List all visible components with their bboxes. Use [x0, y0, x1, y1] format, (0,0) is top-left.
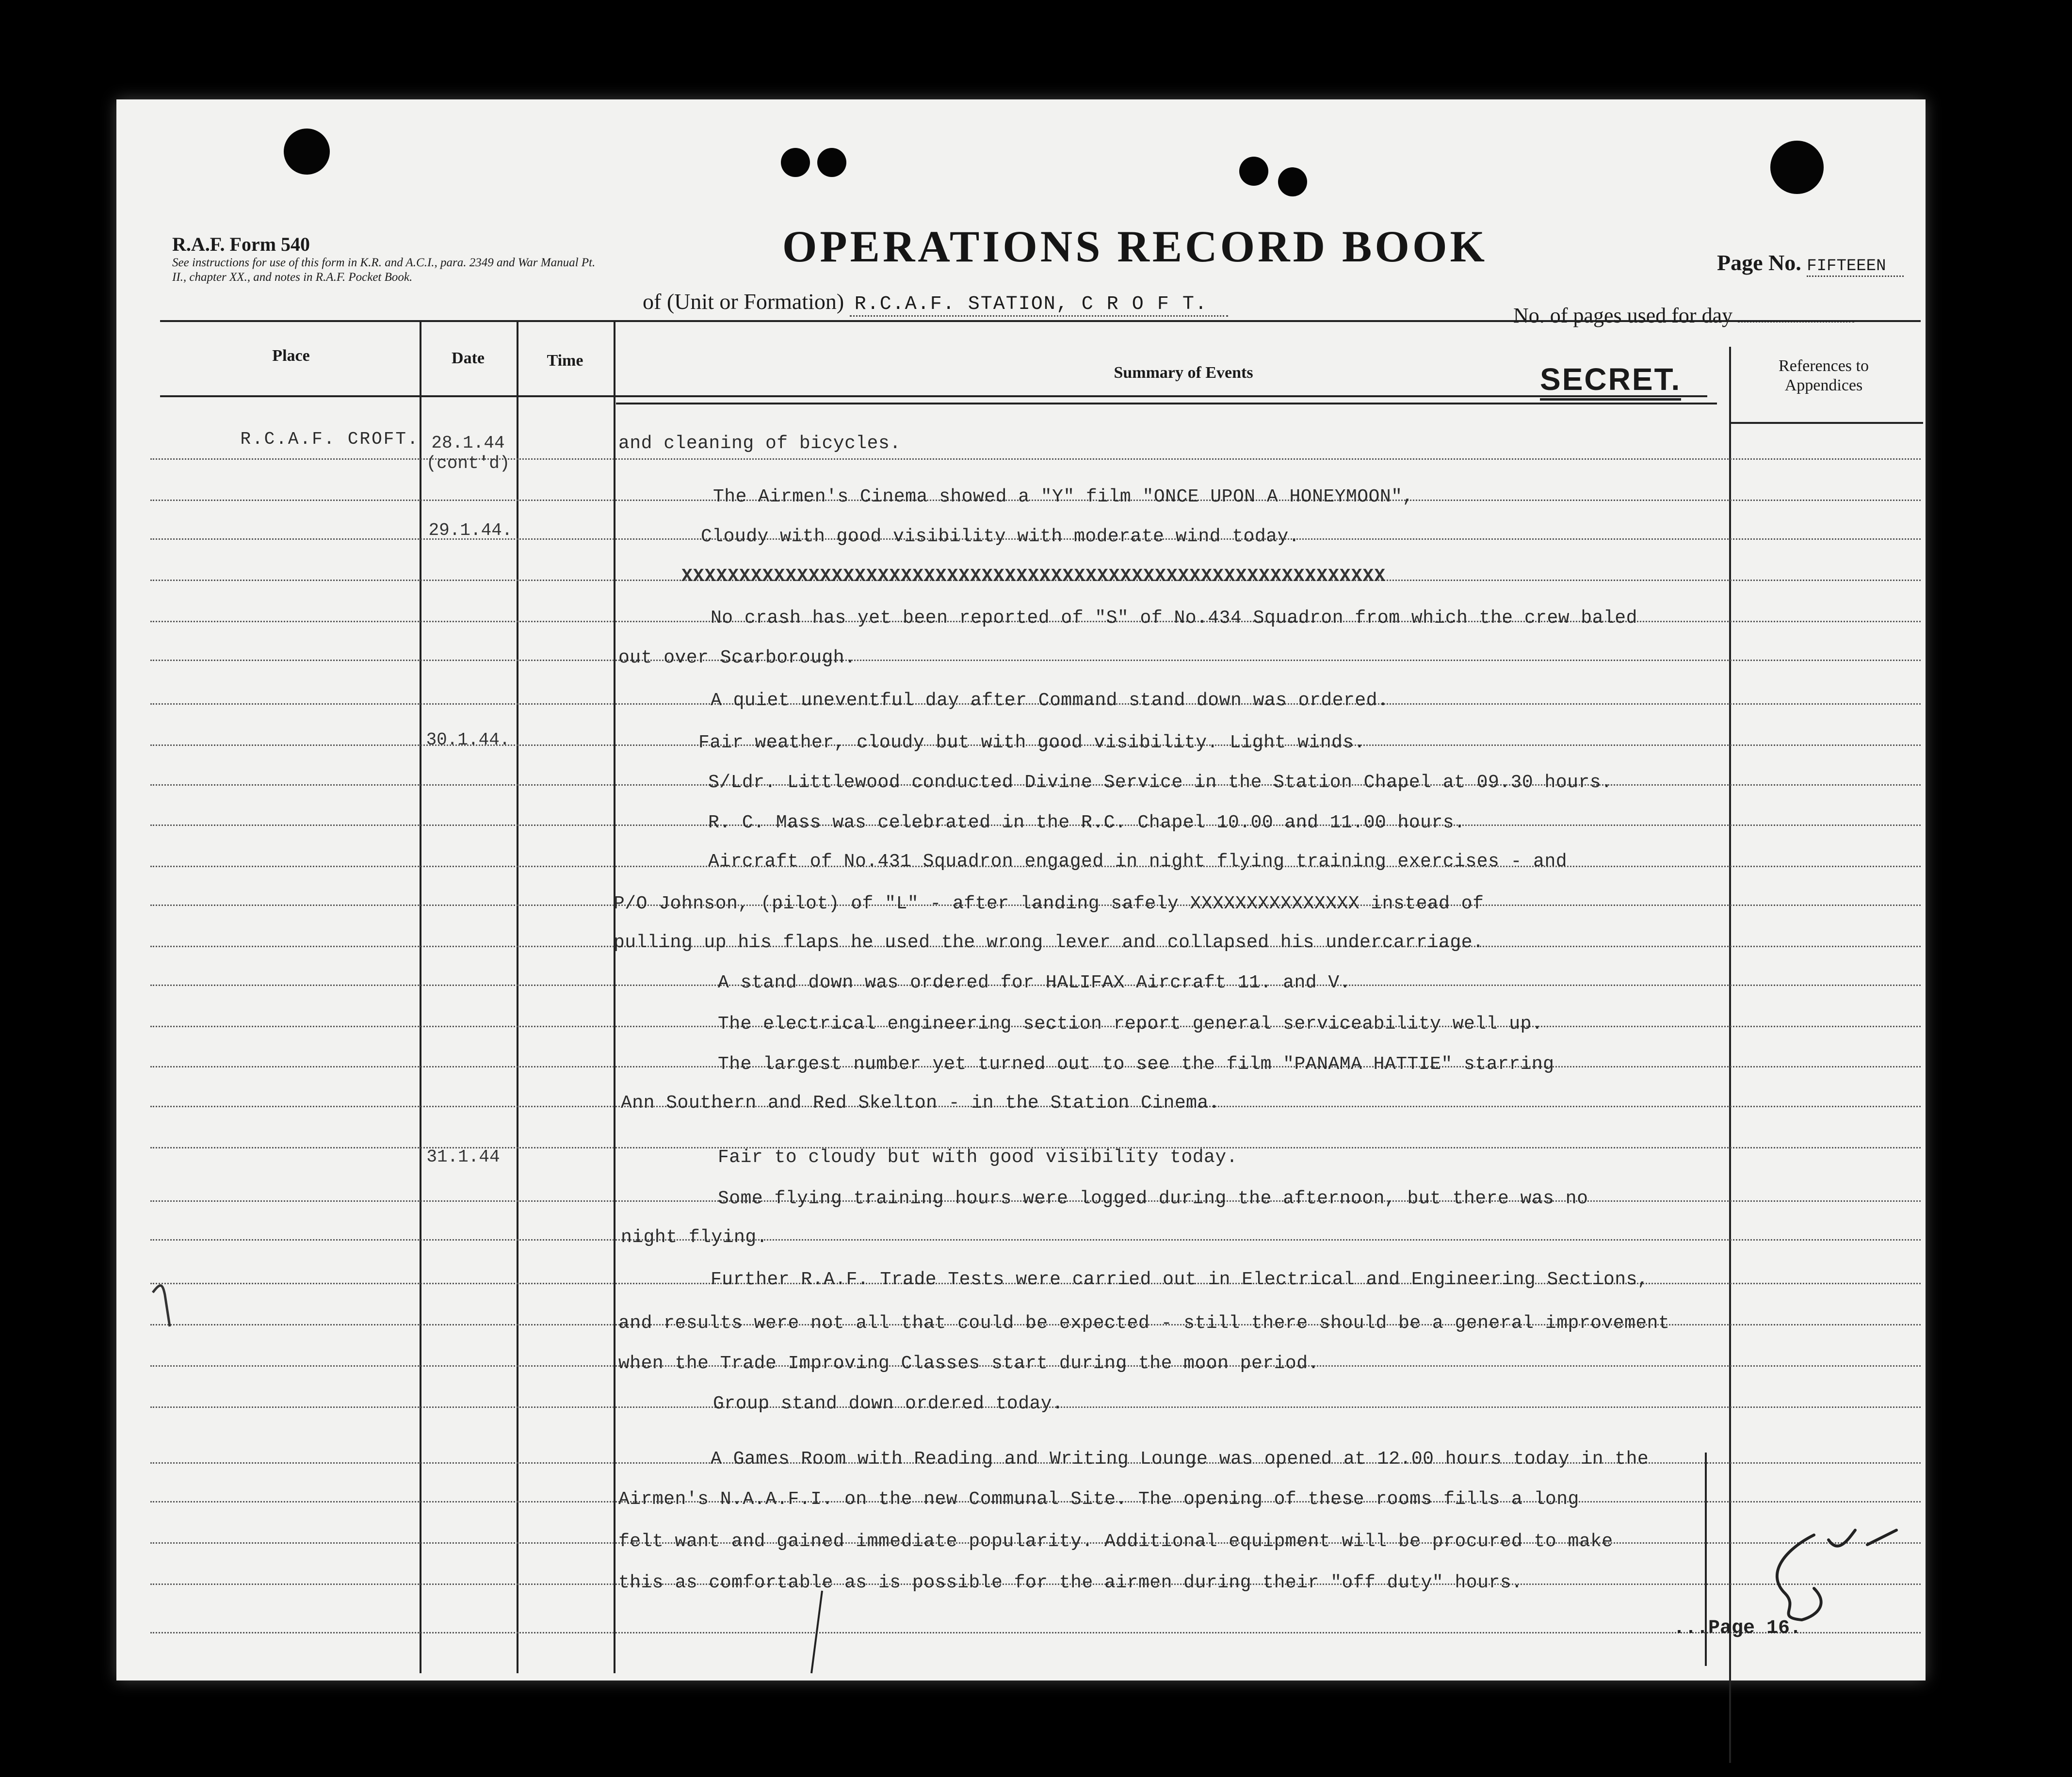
entry-line: Fair weather, cloudy but with good visibility. Light winds.: [698, 732, 1365, 753]
form-number: R.A.F. Form 540: [172, 233, 310, 255]
entry-line: and cleaning of bicycles.: [618, 433, 901, 454]
date-continued: (cont'd): [426, 453, 510, 473]
punch-hole-right: [1770, 141, 1824, 194]
entry-line: Further R.A.F. Trade Tests were carried out in Electrical and Engineering Sections,: [711, 1269, 1649, 1290]
summary-references-divider: [1729, 347, 1731, 1763]
date-31-1-44: 31.1.44: [426, 1147, 500, 1167]
entry-line: when the Trade Improving Classes start during the moon period.: [618, 1353, 1319, 1374]
punch-hole-centre-2: [817, 148, 846, 177]
entry-line: Ann Southern and Red Skelton - in the Station Cinema.: [621, 1093, 1220, 1114]
classification-stamp: SECRET.: [1540, 361, 1681, 401]
margin-pen-line: [808, 1588, 827, 1676]
entry-line: A Games Room with Reading and Writing Lounge was opened at 12.00 hours today in the: [711, 1449, 1649, 1470]
header-bottom-rule: [160, 395, 1707, 397]
entry-line: S/Ldr. Littlewood conducted Divine Service in the Station Chapel at 09.30 hours.: [708, 772, 1613, 793]
punch-hole-centre-1: [781, 148, 810, 177]
entry-line: Aircraft of No.431 Squadron engaged in night flying training exercises - and: [708, 851, 1568, 872]
entry-line: felt want and gained immediate popularity. Additional equipment will be procured to make: [618, 1531, 1613, 1552]
place-value: R.C.A.F. CROFT.: [240, 429, 420, 449]
entry-line: A quiet uneventful day after Command stand down was ordered.: [711, 690, 1389, 711]
unit-line: [643, 289, 1228, 317]
form-header: [172, 233, 609, 285]
entry-line: The Airmen's Cinema showed a "Y" film "ONCE UPON A HONEYMOON",: [713, 486, 1414, 507]
punch-hole-left: [284, 129, 330, 175]
column-header-date: Date: [452, 349, 485, 367]
entry-line: R. C. Mass was celebrated in the R.C. Chapel 10.00 and 11.00 hours.: [708, 812, 1466, 833]
ruled-line: [150, 1239, 1921, 1241]
entry-line: A stand down was ordered for HALIFAX Aircraft 11. and V.: [718, 972, 1351, 993]
entry-line: Cloudy with good visibility with moderate wind today.: [701, 526, 1300, 547]
page-number-value: FIFTEEEN: [1807, 257, 1904, 277]
summary-header-rule: [616, 403, 1717, 404]
entry-line: and results were not all that could be expected - still there should be a general improvement: [618, 1313, 1670, 1334]
time-summary-divider: [614, 320, 615, 1673]
references-header-rule: [1729, 422, 1923, 424]
entry-line: night flying.: [621, 1227, 768, 1248]
column-header-summary: Summary of Events: [1114, 364, 1253, 382]
form-instructions: See instructions for use of this form in K.R. and A.C.I., para. 2349 and War Manual Pt. II., chapter XX., and notes in R.A.F. Pocket Book.: [172, 256, 596, 284]
page-number-label: Page No.: [1717, 250, 1801, 275]
page-number: [1717, 250, 1904, 277]
punch-hole-centre-3: [1239, 157, 1268, 186]
handwritten-initials: [1756, 1520, 1901, 1627]
entry-line: No crash has yet been reported of "S" of No.434 Squadron from which the crew baled: [711, 608, 1637, 629]
entry-line: pulling up his flaps he used the wrong lever and collapsed his undercarriage.: [614, 932, 1484, 953]
punch-hole-centre-4: [1278, 167, 1307, 196]
entry-line: The largest number yet turned out to see the film "PANAMA HATTIE" starring: [718, 1054, 1554, 1075]
entry-line: The electrical engineering section report general serviceability well up.: [718, 1014, 1543, 1034]
column-header-references: References to Appendices: [1779, 357, 1869, 394]
record-sheet: [116, 99, 1926, 1680]
ruled-line: [150, 660, 1921, 661]
column-header-time: Time: [547, 352, 583, 370]
entry-line: Airmen's N.A.A.F.I. on the new Communal Site. The opening of these rooms fills a long: [618, 1489, 1579, 1510]
page-title: OPERATIONS RECORD BOOK: [782, 222, 1488, 271]
date-29-1-44: 29.1.44.: [428, 520, 513, 540]
entry-line: Group stand down ordered today.: [713, 1393, 1064, 1414]
ruled-line: [150, 1632, 1921, 1633]
header-top-rule: [160, 320, 1921, 322]
struck-out-line: XXXXXXXXXXXXXXXXXXXXXXXXXXXXXXXXXXXXXXXXXXXXXXXXXXXXXXXXXXXXX: [681, 566, 1386, 587]
entry-line: Fair to cloudy but with good visibility today.: [718, 1147, 1238, 1168]
column-header-place: Place: [272, 347, 310, 365]
unit-value: R.C.A.F. STATION, C R O F T.: [850, 293, 1228, 317]
entry-line: P/O Johnson, (pilot) of "L" - after landing safely XXXXXXXXXXXXXXX instead of: [614, 893, 1484, 914]
pages-used-field: [1513, 303, 1854, 328]
date-28-1-44: 28.1.44: [431, 433, 505, 453]
unit-label: of (Unit or Formation): [643, 289, 844, 314]
margin-tick-mark: [148, 1273, 177, 1331]
pages-used-label: No. of pages used for day: [1513, 304, 1733, 327]
entry-line: this as comfortable as is possible for the airmen during their "off duty" hours.: [618, 1572, 1523, 1593]
entry-line: Some flying training hours were logged during the afternoon, but there was no: [718, 1188, 1588, 1209]
date-30-1-44: 30.1.44.: [426, 730, 510, 750]
entry-line: out over Scarborough.: [618, 647, 856, 668]
continuation-note: ...Page 16.: [1673, 1617, 1802, 1639]
